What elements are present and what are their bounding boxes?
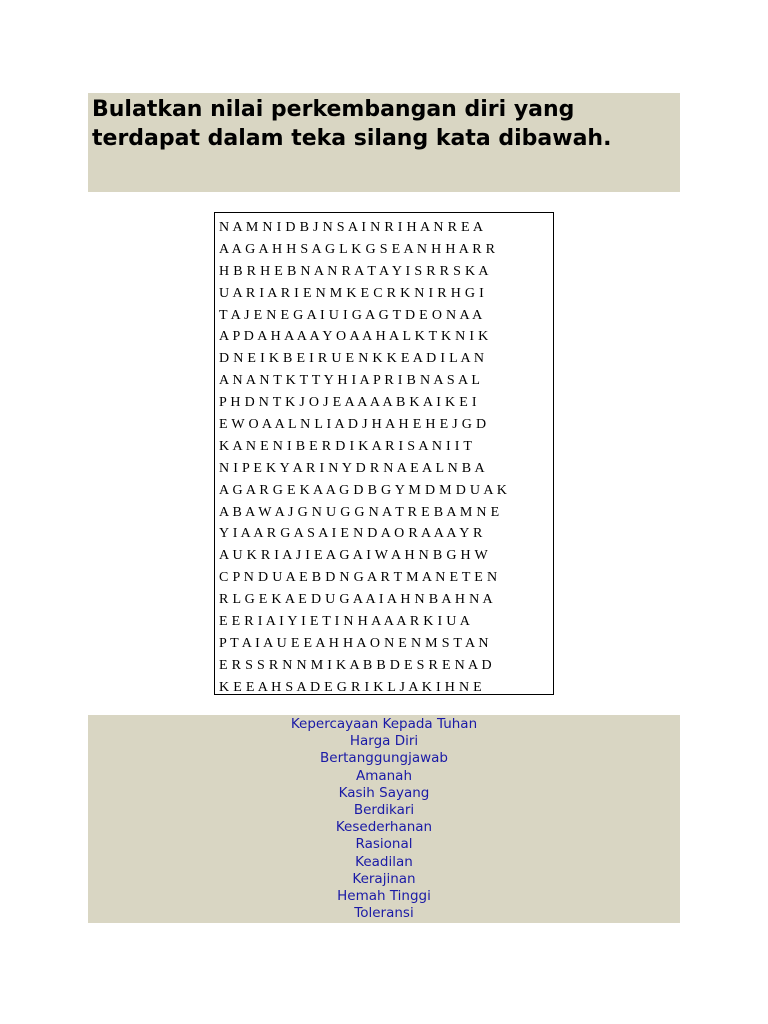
word-list-item: Hemah Tinggi <box>337 888 431 905</box>
word-list-item: Keadilan <box>355 853 413 870</box>
grid-row: R L G E K A E D U G A A I A H N B A H N A <box>219 592 493 608</box>
word-list-item: Rasional <box>355 836 413 853</box>
grid-row: N I P E K Y A R I N Y D R N A E A L N B A <box>219 460 485 476</box>
word-list-item: Kasih Sayang <box>338 784 430 801</box>
word-list-item: Kerajinan <box>352 870 416 887</box>
word-list-item: Amanah <box>355 767 413 784</box>
grid-row: A B A W A J G N U G G N A T R E B A M N E <box>219 504 500 520</box>
grid-row: A U K R I A J I E A G A I W A H N B G H W <box>219 548 489 564</box>
grid-row: N A M N I D B J N S A I N R I H A N R E A <box>219 220 484 235</box>
grid-row: A A G A H H S A G L K G S E A N H H A R R <box>219 241 496 257</box>
grid-row: T A J E N E G A I U I G A G T D E O N A A <box>219 307 483 323</box>
grid-row: E R S S R N N M I K A B B D E S R E N A D <box>219 657 492 673</box>
word-list-panel <box>88 715 680 923</box>
grid-row: H B R H E B N A N R A T A Y I S R R S K A <box>219 263 489 279</box>
word-search-grid <box>214 212 554 695</box>
grid-row: E W O A A L N L I A D J H A H E H E J G D <box>219 417 487 433</box>
word-list-item: Harga Diri <box>349 733 419 750</box>
grid-row: U A R I A R I E N M K E C R K N I R H G I <box>219 285 485 301</box>
instruction-panel <box>88 93 680 192</box>
word-list-item: Berdikari <box>353 802 415 819</box>
word-list-item: Bertanggungjawab <box>320 750 448 767</box>
grid-row: A N A N T K T T Y H I A P R I B N A S A L <box>219 373 481 389</box>
word-list-item: Kesederhanan <box>335 819 433 836</box>
grid-row: A G A R G E K A A G D B G Y M D M D U A K <box>219 482 508 498</box>
instruction-title: Bulatkan nilai perkembangan diri yang terdapat dalam teka silang kata dibawah. <box>92 97 612 151</box>
grid-row: K A N E N I B E R D I K A R I S A N I I T <box>219 438 473 454</box>
grid-row: Y I A A R G A S A I E N D A O R A A A Y R <box>219 526 483 542</box>
grid-row: K E E A H S A D E G R I K L J A K I H N E <box>219 679 483 695</box>
grid-row: A P D A H A A A Y O A A H A L K T K N I K <box>219 329 489 345</box>
grid-row: E E R I A I Y I E T I N H A A A R K I U A <box>219 614 471 630</box>
grid-row: D N E I K B E I R U E N K K E A D I L A N <box>219 351 485 367</box>
grid-row: P H D N T K J O J E A A A A B K A I K E I <box>219 395 477 411</box>
grid-row: C P N D U A E B D N G A R T M A N E T E N <box>219 570 498 586</box>
word-list-item: Kepercayaan Kepada Tuhan <box>290 716 478 732</box>
word-list-item: Toleransi <box>354 905 414 922</box>
grid-row: P T A I A U E E A H H A O N E N M S T A N <box>219 635 489 651</box>
